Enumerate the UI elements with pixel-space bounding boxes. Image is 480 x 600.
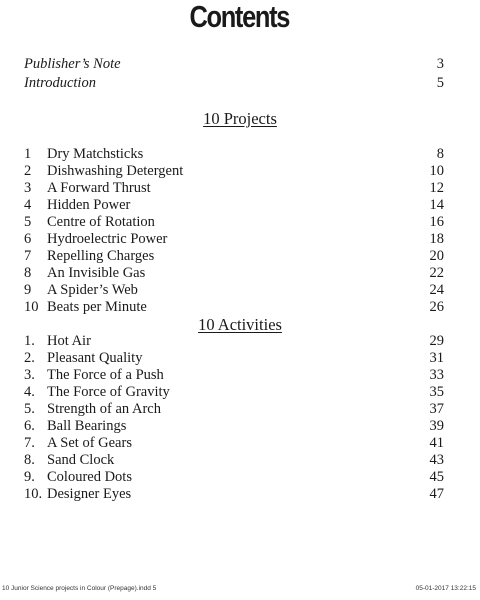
- toc-entry-number: 7: [24, 248, 32, 264]
- toc-entry-page: 35: [429, 384, 444, 400]
- toc-entry[interactable]: [24, 231, 444, 248]
- toc-entry-label: Hidden Power: [47, 197, 131, 213]
- toc-entry-number: 7.: [24, 435, 35, 451]
- toc-entry-number: 5: [24, 214, 32, 230]
- toc-entry-label: A Forward Thrust: [47, 180, 151, 196]
- toc-entry-number: 6.: [24, 418, 35, 434]
- toc-entry[interactable]: [24, 214, 444, 231]
- toc-entry-label: Ball Bearings: [47, 418, 127, 434]
- toc-entry-page: 39: [429, 418, 444, 434]
- toc-entry-label: Designer Eyes: [47, 486, 132, 502]
- toc-entry-page: 22: [429, 265, 444, 281]
- toc-entry-number: 6: [24, 231, 32, 247]
- toc-entry-page: 26: [429, 299, 444, 315]
- toc-entry-number: 1: [24, 146, 32, 162]
- toc-entry-number: 8: [24, 265, 32, 281]
- toc-entry-label: Dry Matchsticks: [47, 146, 144, 162]
- toc-entry-page: 24: [429, 282, 444, 298]
- toc-entry-page: 43: [429, 452, 444, 468]
- toc-entry-number: 10.: [24, 486, 43, 502]
- projects-list: [24, 146, 444, 316]
- toc-entry[interactable]: [24, 486, 444, 503]
- toc-entry-page: 12: [429, 180, 444, 196]
- toc-entry[interactable]: [24, 452, 444, 469]
- toc-entry-number: 9.: [24, 469, 35, 485]
- toc-entry[interactable]: [24, 418, 444, 435]
- toc-entry-number: 9: [24, 282, 32, 298]
- toc-entry[interactable]: [24, 265, 444, 282]
- page-title: Contents: [189, 0, 290, 34]
- toc-entry-page: 16: [429, 214, 444, 230]
- toc-entry-number: 4.: [24, 384, 35, 400]
- toc-entry-label: Publisher’s Note: [24, 56, 121, 72]
- toc-entry-page: 37: [429, 401, 444, 417]
- toc-entry[interactable]: [24, 197, 444, 214]
- toc-entry[interactable]: [24, 299, 444, 316]
- toc-entry-number: 2.: [24, 350, 35, 366]
- toc-entry-label: Hot Air: [47, 333, 91, 349]
- toc-entry-label: Introduction: [24, 75, 96, 91]
- toc-entry-number: 3: [24, 180, 32, 196]
- toc-entry-page: 10: [429, 163, 444, 179]
- toc-entry-label: The Force of Gravity: [47, 384, 170, 400]
- toc-entry-introduction[interactable]: [24, 75, 444, 92]
- footer-file-name: 10 Junior Science projects in Colour (Prepage).indd 5: [2, 585, 157, 592]
- toc-entry-label: Strength of an Arch: [47, 401, 161, 417]
- toc-entry[interactable]: [24, 350, 444, 367]
- toc-entry[interactable]: [24, 248, 444, 265]
- toc-entry-page: 14: [429, 197, 444, 213]
- toc-entry-page: 3: [436, 56, 444, 72]
- toc-entry[interactable]: [24, 146, 444, 163]
- toc-entry-page: 8: [436, 146, 444, 162]
- activities-heading: 10 Activities: [198, 315, 282, 334]
- toc-entry[interactable]: [24, 384, 444, 401]
- toc-entry-number: 2: [24, 163, 32, 179]
- toc-entry[interactable]: [24, 333, 444, 350]
- toc-entry-number: 4: [24, 197, 32, 213]
- toc-entry-label: Hydroelectric Power: [47, 231, 168, 247]
- toc-entry-label: A Spider’s Web: [47, 282, 138, 298]
- toc-entry[interactable]: [24, 180, 444, 197]
- toc-entry-page: 41: [429, 435, 444, 451]
- activities-list: [24, 333, 444, 503]
- toc-entry-page: 47: [429, 486, 444, 502]
- toc-entry[interactable]: [24, 367, 444, 384]
- toc-entry-label: Centre of Rotation: [47, 214, 155, 230]
- toc-entry-label: A Set of Gears: [47, 435, 132, 451]
- toc-entry-number: 1.: [24, 333, 35, 349]
- toc-entry-page: 5: [436, 75, 444, 91]
- toc-entry-page: 31: [429, 350, 444, 366]
- toc-entry[interactable]: [24, 282, 444, 299]
- toc-entry-page: 29: [429, 333, 444, 349]
- toc-entry-label: Beats per Minute: [47, 299, 147, 315]
- toc-entry-label: The Force of a Push: [47, 367, 164, 383]
- toc-entry[interactable]: [24, 435, 444, 452]
- projects-heading: 10 Projects: [203, 109, 277, 128]
- toc-entry-label: Coloured Dots: [47, 469, 132, 485]
- toc-entry-page: 33: [429, 367, 444, 383]
- toc-entry-label: Sand Clock: [47, 452, 115, 468]
- toc-entry-page: 20: [429, 248, 444, 264]
- toc-entry-label: Repelling Charges: [47, 248, 155, 264]
- toc-entry-number: 5.: [24, 401, 35, 417]
- footer-timestamp: 05-01-2017 13:22:15: [415, 585, 476, 592]
- toc-entry-label: Pleasant Quality: [47, 350, 143, 366]
- toc-entry[interactable]: [24, 163, 444, 180]
- toc-entry-label: An Invisible Gas: [47, 265, 146, 281]
- toc-entry[interactable]: [24, 469, 444, 486]
- toc-entry-number: 3.: [24, 367, 35, 383]
- toc-entry-number: 8.: [24, 452, 35, 468]
- toc-entry-page: 18: [429, 231, 444, 247]
- toc-entry-publishers-note[interactable]: [24, 56, 444, 73]
- toc-entry[interactable]: [24, 401, 444, 418]
- toc-entry-page: 45: [429, 469, 444, 485]
- toc-entry-label: Dishwashing Detergent: [47, 163, 184, 179]
- toc-entry-number: 10: [24, 299, 39, 315]
